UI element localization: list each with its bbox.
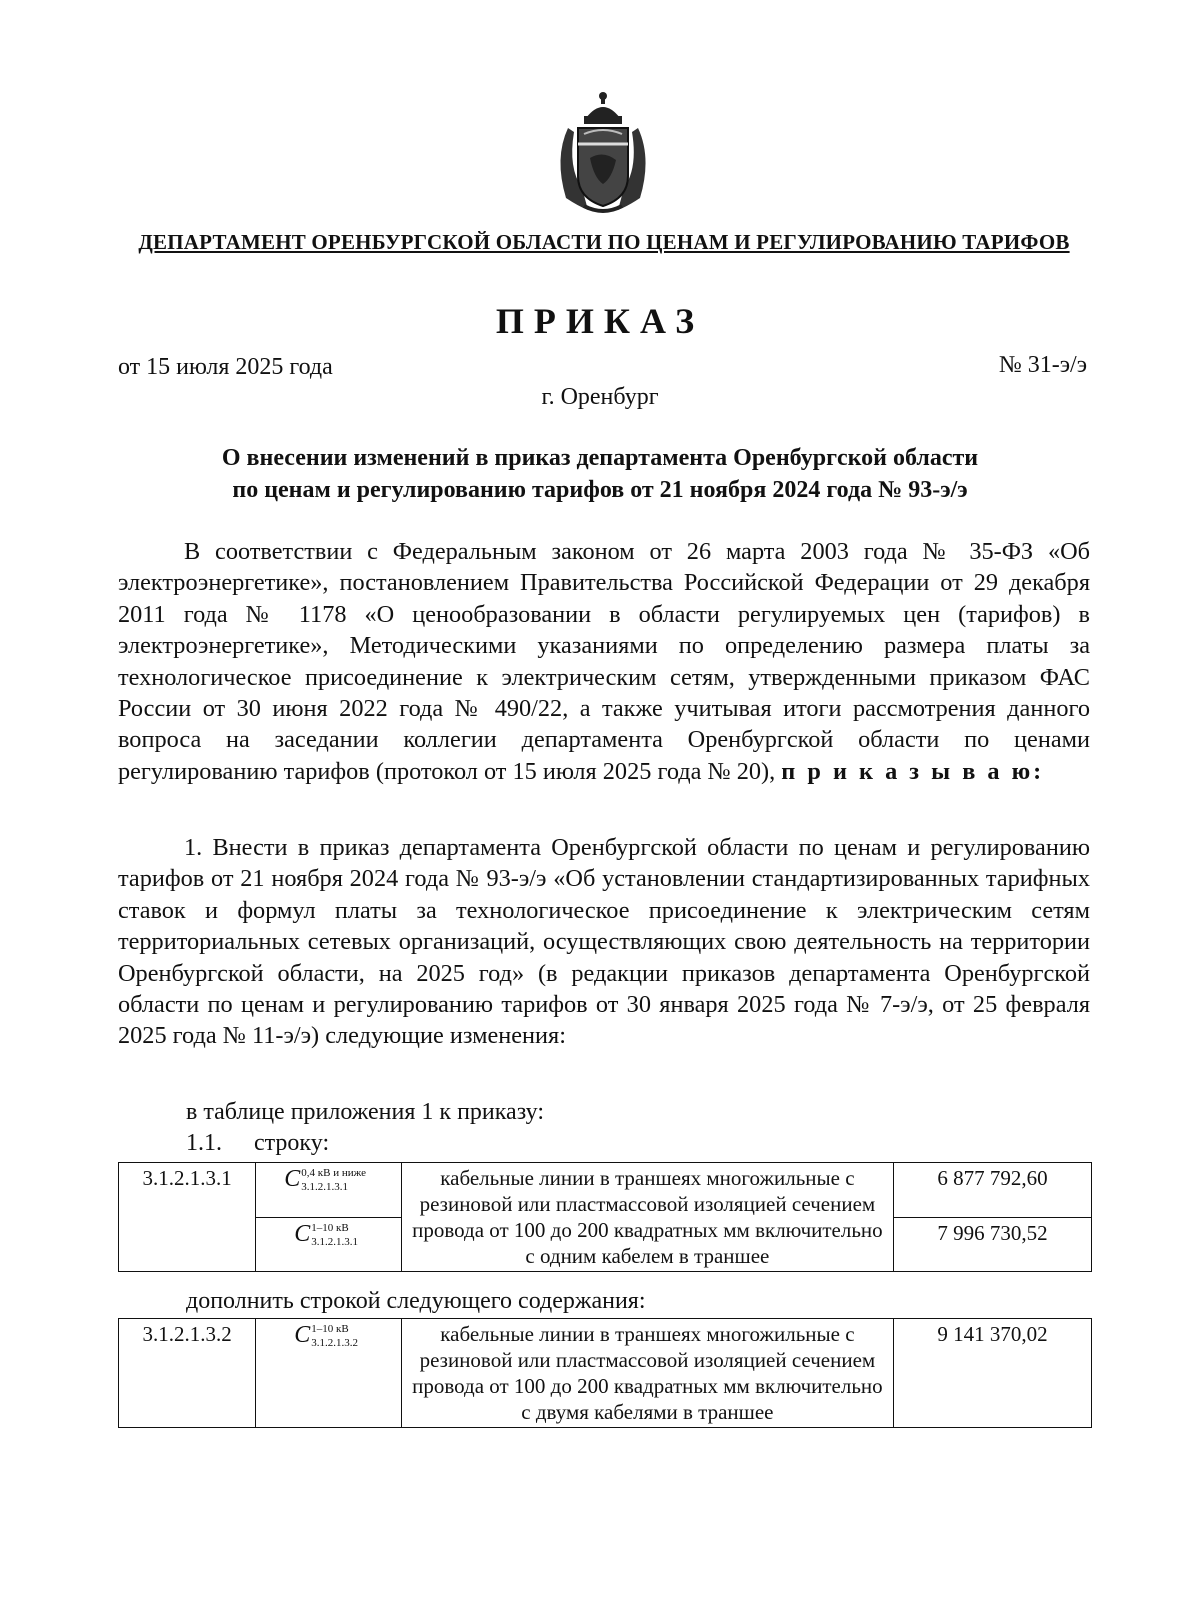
item-1-paragraph: 1. Внести в приказ департамента Оренбургской области по ценам и регулированию тарифов от 21 ноября 2024 года № 93-э/э «Об установлении стандартизированных тарифных ставок и формул платы за технологическое присоединение к электрическим сетям территориальных сетевых организаций, осуществляющих свою деятельность на территории Оренбургской области, на 2025 год» (в редакции приказов департамента Оренбургской области по ценам и регулированию тарифов от 30 января 2025 года № 7-э/э, от 25 февраля 2025 года № 11-э/э) следующие изменения:	[118, 834, 1090, 1050]
department-name: ДЕПАРТАМЕНТ ОРЕНБУРГСКОЙ ОБЛАСТИ ПО ЦЕНАМ И РЕГУЛИРОВАНИЮ ТАРИФОВ	[138, 230, 1070, 254]
formula-cell	[256, 1217, 401, 1272]
item-1-1	[186, 1128, 1158, 1159]
row-code: 3.1.2.1.3.1	[119, 1163, 256, 1272]
formula-cell	[256, 1319, 401, 1428]
row-code: 3.1.2.1.3.2	[119, 1319, 256, 1428]
order-date: от 15 июля 2025 года	[118, 354, 333, 380]
item-1-1-text: строку:	[254, 1130, 330, 1156]
item-1-1-number: 1.1.	[186, 1130, 222, 1156]
rate-value: 7 996 730,52	[894, 1217, 1092, 1272]
order-subject	[140, 442, 1060, 506]
preamble-text: В соответствии с Федеральным законом от 26 марта 2003 года № 35-ФЗ «Об электроэнергетике», постановлением Правительства Российской Федерации от 29 декабря 2011 года № 1178 «О ценообразовании в области регулируемых цен (тарифов) в электроэнергетике», Методическими указаниями по определению размера платы за технологическое присоединение к электрическим сетям, утвержденными приказом ФАС России от 30 июня 2022 года № 490/22, а также учитывая итоги рассмотрения данного вопроса на заседании коллегии департамента Оренбургской области по ценами регулированию тарифов (протокол от 15 июля 2025 года № 20),	[118, 538, 1090, 785]
rate-value: 9 141 370,02	[894, 1319, 1092, 1428]
order-city: г. Оренбург	[541, 384, 659, 410]
coat-of-arms-emblem	[548, 88, 658, 218]
orders-word: п р и к а з ы в а ю:	[781, 757, 1045, 785]
table-reference: в таблице приложения 1 к приказу:	[186, 1099, 545, 1125]
existing-row-table	[118, 1162, 1092, 1272]
new-row-table	[118, 1318, 1092, 1428]
rate-formula: C 0,4 кВ и ниже 3.1.2.1.3.1	[284, 1166, 366, 1193]
rate-formula: C 1–10 кВ 3.1.2.1.3.1	[294, 1220, 359, 1248]
row-description: кабельные линии в траншеях многожильные с резиновой или пластмассовой изоляцией сечением провода от 100 до 200 квадратных мм включительно с двумя кабелями в траншее	[401, 1319, 893, 1428]
rate-formula: C 1–10 кВ 3.1.2.1.3.2	[294, 1322, 359, 1349]
preamble-paragraph	[118, 536, 1090, 787]
subject-line-1: О внесении изменений в приказ департамента Оренбургской области	[221, 445, 979, 471]
row-description: кабельные линии в траншеях многожильные с резиновой или пластмассовой изоляцией сечением провода от 100 до 200 квадратных мм включительно с одним кабелем в траншее	[401, 1163, 893, 1272]
document-title: ПРИКАЗ	[495, 301, 705, 341]
subject-line-2: по ценам и регулированию тарифов от 21 ноября 2024 года № 93-э/э	[232, 477, 968, 503]
order-number: № 31-э/э	[998, 352, 1087, 378]
formula-cell	[256, 1163, 401, 1218]
rate-value: 6 877 792,60	[894, 1163, 1092, 1218]
add-row-instruction: дополнить строкой следующего содержания:	[186, 1288, 646, 1314]
